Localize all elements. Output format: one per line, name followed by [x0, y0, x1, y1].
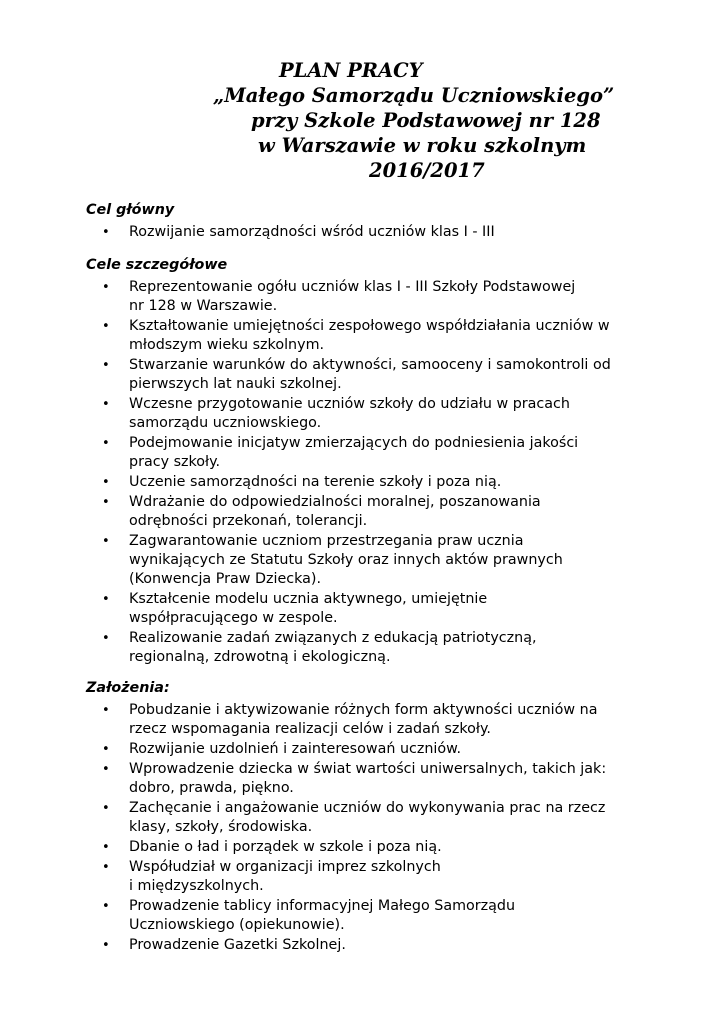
bullet-icon: •: [102, 742, 110, 757]
list-item-text: Kształcenie modelu ucznia aktywnego, umiejętnie: [129, 591, 488, 607]
section-heading: Założenia:: [86, 680, 170, 696]
bullet-icon: •: [102, 319, 110, 334]
list-item-text: odrębności przekonań, tolerancji.: [129, 513, 368, 529]
list-item-text: współpracującego w zespole.: [129, 610, 338, 626]
list-item-text: dobro, prawda, piękno.: [129, 780, 294, 796]
list-item-text: pierwszych lat nauki szkolnej.: [129, 376, 342, 392]
bullet-icon: •: [102, 938, 110, 953]
title-line-4: w Warszawie w roku szkolnym: [258, 134, 587, 157]
title-line-5: 2016/2017: [369, 159, 485, 182]
list-item-text: Uczniowskiego (opiekunowie).: [129, 917, 345, 933]
list-item-text: regionalną, zdrowotną i ekologiczną.: [129, 649, 391, 665]
list-item: [86, 590, 646, 628]
list-item: [86, 701, 646, 739]
list-item: [86, 740, 646, 759]
bullet-icon: •: [102, 358, 110, 373]
list-item: [86, 532, 646, 589]
list-item: [86, 799, 646, 837]
list-item: [86, 760, 646, 798]
list-item-text: Prowadzenie Gazetki Szkolnej.: [129, 937, 346, 953]
bullet-icon: •: [102, 860, 110, 875]
list-item-text: klasy, szkoły, środowiska.: [129, 819, 313, 835]
list-item: [86, 278, 646, 316]
bullet-icon: •: [102, 762, 110, 777]
document-body: [86, 200, 646, 956]
section-specific-goals: [86, 255, 646, 667]
list-item-text: Wdrażanie do odpowiedzialności moralnej, poszanowania: [129, 494, 541, 510]
section-assumptions: [86, 678, 646, 955]
bullet-icon: •: [102, 592, 110, 607]
bullet-list: [86, 223, 646, 242]
list-item-text: samorządu uczniowskiego.: [129, 415, 322, 431]
bullet-icon: •: [102, 436, 110, 451]
section-heading: Cele szczegółowe: [86, 257, 228, 273]
title-line-1: PLAN PRACY: [279, 59, 423, 82]
list-item-text: pracy szkoły.: [129, 454, 221, 470]
list-item-text: wynikających ze Statutu Szkoły oraz innych aktów prawnych: [129, 552, 563, 568]
list-item-text: (Konwencja Praw Dziecka).: [129, 571, 322, 587]
bullet-icon: •: [102, 801, 110, 816]
list-item-text: nr 128 w Warszawie.: [129, 298, 278, 314]
title-line-2: „Małego Samorządu Uczniowskiego”: [213, 84, 615, 107]
list-item: [86, 473, 646, 492]
list-item: [86, 493, 646, 531]
list-item: [86, 223, 646, 242]
bullet-list: [86, 701, 646, 955]
bullet-icon: •: [102, 397, 110, 412]
list-item-text: Wprowadzenie dziecka w świat wartości uniwersalnych, takich jak:: [129, 761, 607, 777]
bullet-icon: •: [102, 225, 110, 240]
list-item-text: Zachęcanie i angażowanie uczniów do wykonywania prac na rzecz: [129, 800, 606, 816]
list-item-text: Prowadzenie tablicy informacyjnej Małego Samorządu: [129, 898, 516, 914]
list-item: [86, 395, 646, 433]
list-item-text: Kształtowanie umiejętności zespołowego współdziałania uczniów w: [129, 318, 610, 334]
list-item-text: Podejmowanie inicjatyw zmierzających do podniesienia jakości: [129, 435, 579, 451]
list-item: [86, 858, 646, 896]
list-item-text: Stwarzanie warunków do aktywności, samooceny i samokontroli od: [129, 357, 611, 373]
bullet-icon: •: [102, 631, 110, 646]
list-item-text: Wczesne przygotowanie uczniów szkoły do udziału w pracach: [129, 396, 570, 412]
bullet-icon: •: [102, 840, 110, 855]
bullet-list: [86, 278, 646, 667]
list-item-text: Rozwijanie samorządności wśród uczniów klas I - III: [129, 224, 495, 240]
list-item: [86, 897, 646, 935]
section-heading: Cel główny: [86, 202, 175, 218]
list-item: [86, 317, 646, 355]
list-item-text: Reprezentowanie ogółu uczniów klas I - III Szkoły Podstawowej: [129, 279, 576, 295]
bullet-icon: •: [102, 475, 110, 490]
list-item-text: Współudział w organizacji imprez szkolnych: [129, 859, 441, 875]
bullet-icon: •: [102, 899, 110, 914]
list-item: [86, 356, 646, 394]
list-item-text: Dbanie o ład i porządek w szkole i poza nią.: [129, 839, 442, 855]
list-item-text: rzecz wspomagania realizacji celów i zadań szkoły.: [129, 721, 491, 737]
list-item-text: Uczenie samorządności na terenie szkoły i poza nią.: [129, 474, 502, 490]
list-item-text: i międzyszkolnych.: [129, 878, 264, 894]
bullet-icon: •: [102, 280, 110, 295]
list-item: [86, 434, 646, 472]
bullet-icon: •: [102, 495, 110, 510]
list-item-text: Zagwarantowanie uczniom przestrzegania praw ucznia: [129, 533, 524, 549]
section-main-goal: [86, 200, 646, 242]
title-line-3: przy Szkole Podstawowej nr 128: [251, 109, 601, 132]
list-item-text: Rozwijanie uzdolnień i zainteresowań uczniów.: [129, 741, 462, 757]
list-item-text: Realizowanie zadań związanych z edukacją patriotyczną,: [129, 630, 537, 646]
bullet-icon: •: [102, 534, 110, 549]
list-item: [86, 838, 646, 857]
list-item: [86, 629, 646, 667]
list-item-text: Pobudzanie i aktywizowanie różnych form aktywności uczniów na: [129, 702, 598, 718]
bullet-icon: •: [102, 703, 110, 718]
list-item-text: młodszym wieku szkolnym.: [129, 337, 325, 353]
list-item: [86, 936, 646, 955]
